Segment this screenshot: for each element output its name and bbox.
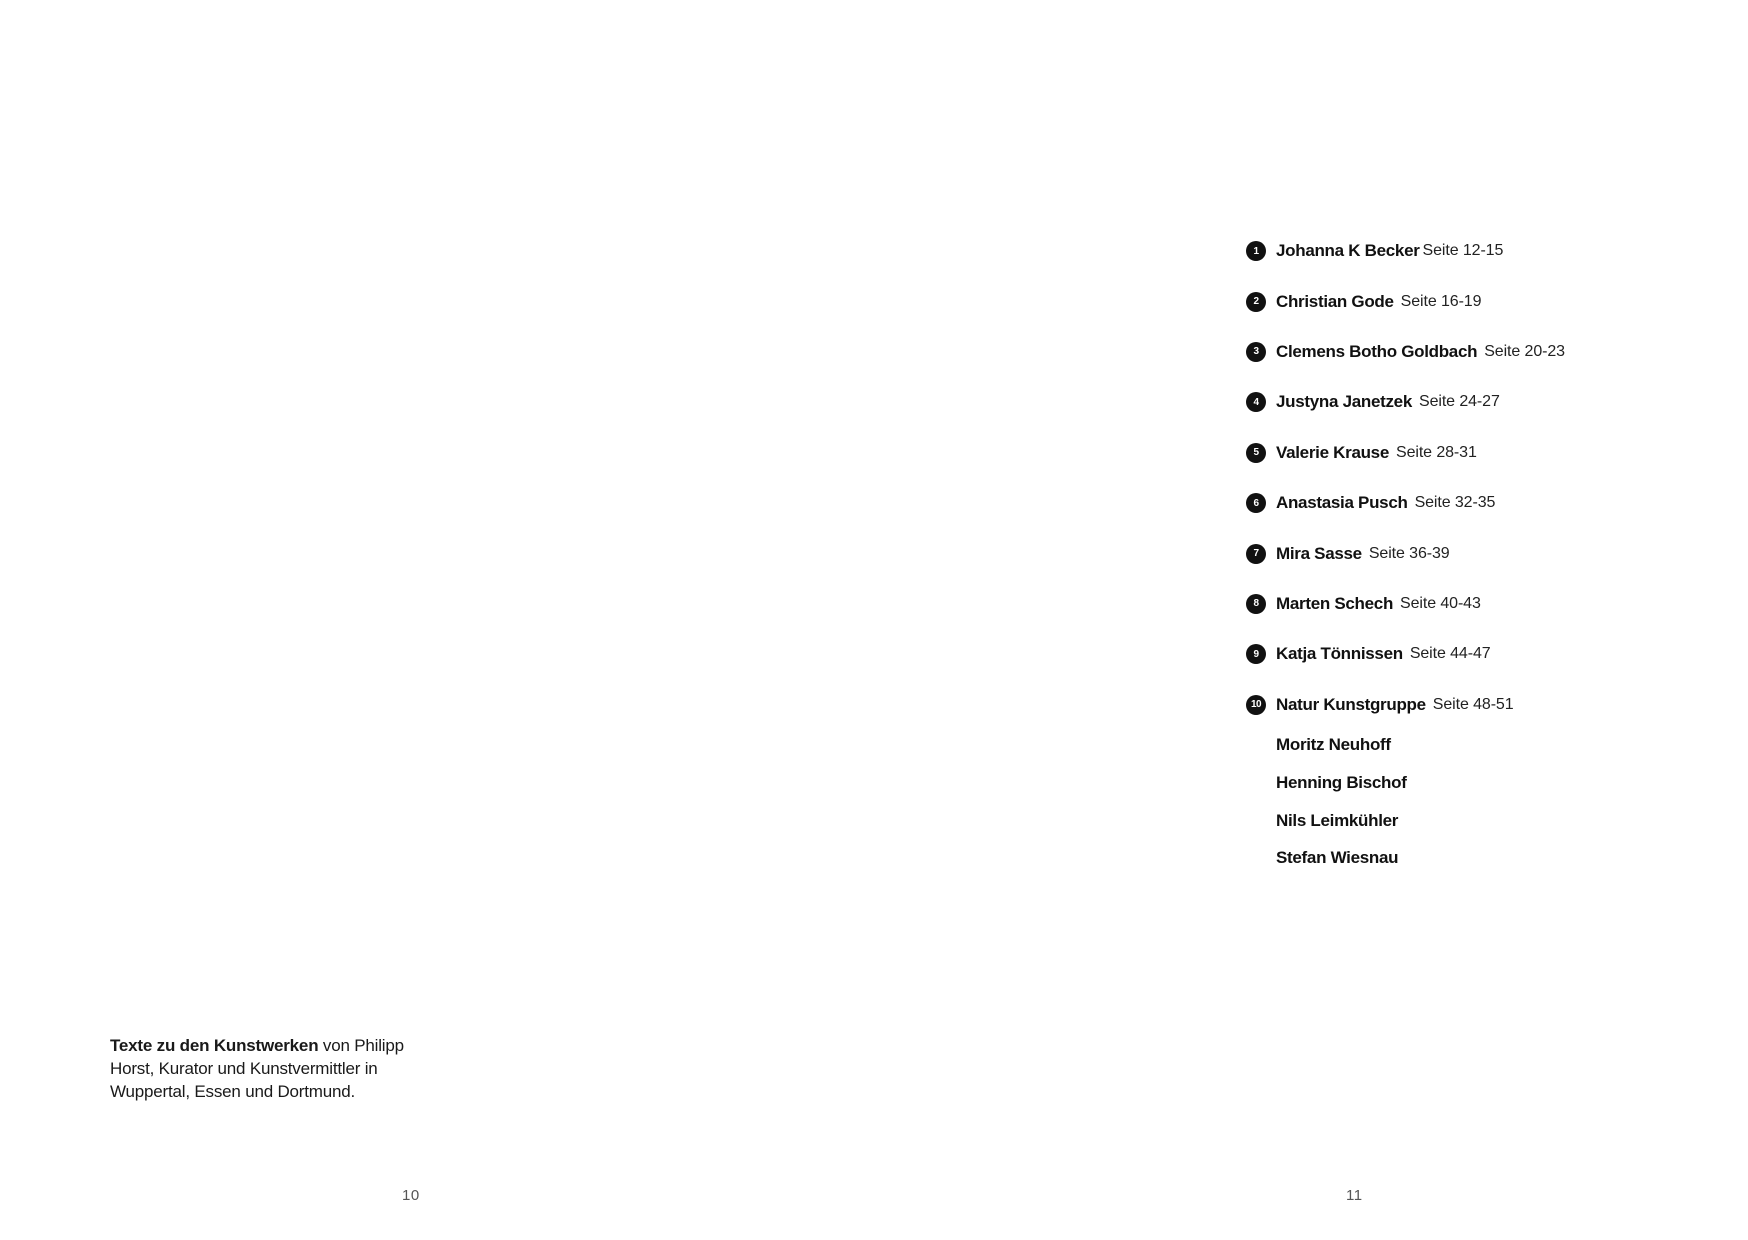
number-badge: 9 (1246, 644, 1266, 664)
page-range: Seite 12-15 (1422, 242, 1504, 260)
toc-item (1246, 680, 1565, 878)
table-of-contents (1246, 226, 1565, 877)
toc-item (1246, 579, 1565, 629)
artist-name: Justyna Janetzek (1276, 392, 1412, 412)
member-name: Nils Leimkühler (1276, 810, 1399, 830)
page-range: Seite 24-27 (1419, 393, 1500, 411)
member-name: Moritz Neuhoff (1276, 734, 1391, 754)
number-badge: 6 (1246, 493, 1266, 513)
number-badge: 1 (1246, 241, 1266, 261)
toc-entry (1246, 226, 1565, 276)
toc-item (1246, 428, 1565, 478)
artist-name: Clemens Botho Goldbach (1276, 341, 1478, 361)
page-number-right: 11 (1346, 1187, 1363, 1204)
credit-title: Texte zu den Kunstwerken (110, 1036, 319, 1055)
toc-entry (1246, 428, 1565, 478)
number-badge: 4 (1246, 392, 1266, 412)
toc-item (1246, 629, 1565, 679)
page-number-left: 10 (402, 1187, 420, 1204)
artist-name: Natur Kunstgruppe (1276, 694, 1426, 714)
toc-entry (1246, 680, 1565, 730)
toc-item (1246, 478, 1565, 528)
right-page (874, 0, 1748, 1240)
toc-entry (1246, 579, 1565, 629)
page-range: Seite 32-35 (1414, 494, 1496, 512)
credit-text (110, 1034, 440, 1103)
artist-name: Johanna K Becker (1276, 241, 1420, 261)
toc-item (1246, 327, 1565, 377)
group-members (1246, 726, 1565, 877)
toc-item (1246, 528, 1565, 578)
page-range: Seite 40-43 (1400, 594, 1481, 612)
number-badge: 8 (1246, 594, 1266, 614)
page-range: Seite 16-19 (1400, 292, 1482, 310)
artist-name: Marten Schech (1276, 593, 1394, 613)
credit-body: von Philipp Horst, Kurator und Kunstvermittler in Wuppertal, Essen und Dortmund. (110, 1036, 404, 1101)
artist-name: Anastasia Pusch (1276, 493, 1408, 513)
toc-entry (1246, 276, 1565, 326)
toc-entry (1246, 377, 1565, 427)
number-badge: 3 (1246, 342, 1266, 362)
number-badge: 5 (1246, 443, 1266, 463)
toc-item (1246, 226, 1565, 276)
number-badge: 10 (1246, 695, 1266, 715)
artist-name: Christian Gode (1276, 291, 1394, 311)
artist-name: Valerie Krause (1276, 442, 1389, 462)
number-badge: 2 (1246, 292, 1266, 312)
toc-entry (1246, 629, 1565, 679)
number-badge: 7 (1246, 544, 1266, 564)
member-name: Stefan Wiesnau (1276, 848, 1399, 868)
toc-item (1246, 276, 1565, 326)
toc-entry (1246, 478, 1565, 528)
page-range: Seite 28-31 (1396, 443, 1477, 461)
artist-name: Katja Tönnissen (1276, 644, 1403, 664)
page-range: Seite 44-47 (1409, 645, 1491, 663)
page-range: Seite 20-23 (1484, 342, 1565, 360)
page-range: Seite 36-39 (1368, 544, 1450, 562)
member-name: Henning Bischof (1276, 772, 1407, 792)
artist-name: Mira Sasse (1276, 543, 1362, 563)
toc-entry (1246, 327, 1565, 377)
page-range: Seite 48-51 (1432, 695, 1514, 713)
toc-item (1246, 377, 1565, 427)
toc-entry (1246, 528, 1565, 578)
